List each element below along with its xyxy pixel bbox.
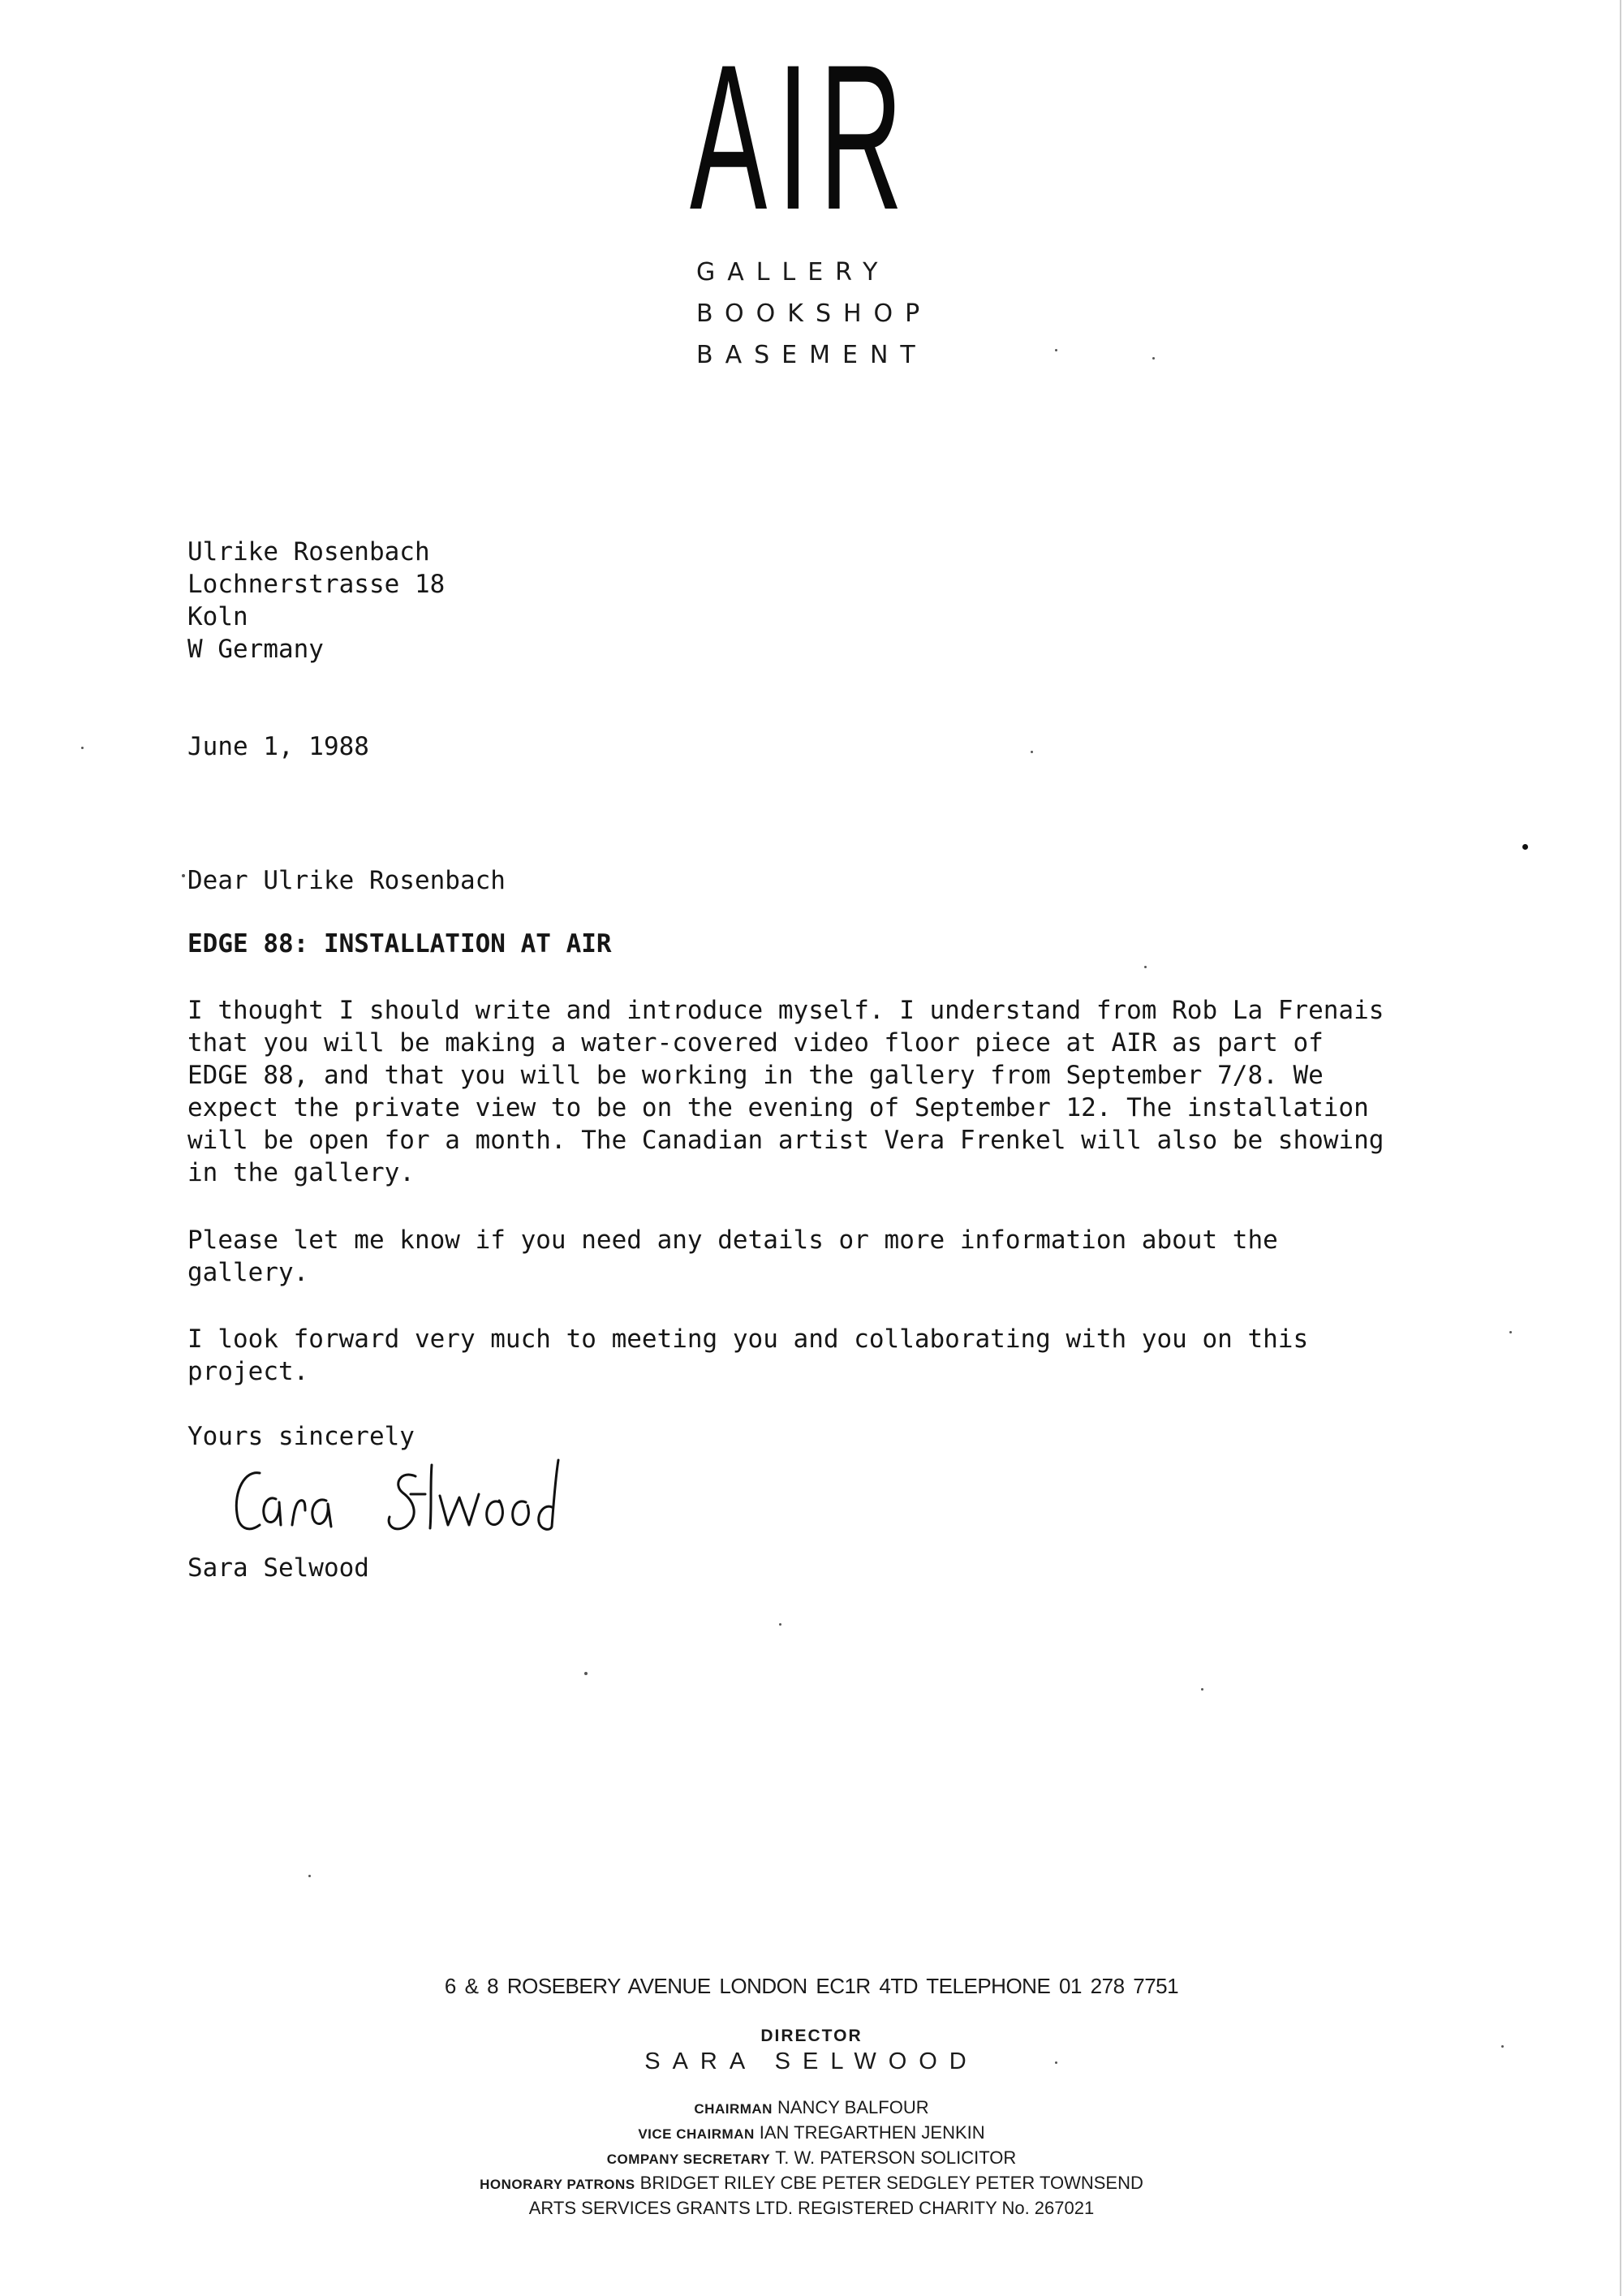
logo-wordmark: AIR <box>690 22 914 253</box>
body-line: I thought I should write and introduce myself. I understand from Rob La Frenais <box>187 996 1384 1025</box>
body-paragraph-1 <box>187 994 1453 1189</box>
scan-speck <box>1144 966 1147 968</box>
address-line: W Germany <box>187 635 324 664</box>
body-paragraph-2 <box>187 1224 1453 1289</box>
officer-role: CHAIRMAN <box>694 2101 773 2117</box>
body-line: in the gallery. <box>187 1158 415 1187</box>
scan-speck <box>308 1875 311 1877</box>
officer-role: VICE CHAIRMAN <box>638 2126 755 2142</box>
body-line: Please let me know if you need any details or more information about the <box>187 1226 1278 1255</box>
body-paragraph-3 <box>187 1323 1453 1388</box>
scan-speck <box>1152 357 1155 360</box>
handwritten-signature <box>227 1449 584 1546</box>
officer-row <box>243 2146 1380 2171</box>
director-name: SARA SELWOOD <box>644 2048 979 2074</box>
body-line: that you will be making a water-covered video floor piece at AIR as part of <box>187 1028 1324 1058</box>
scan-speck <box>1501 2045 1504 2048</box>
body-line: expect the private view to be on the evening of September 12. The installation <box>187 1093 1369 1122</box>
scan-edge <box>1620 0 1621 2296</box>
scan-speck <box>779 1623 781 1626</box>
subject-line: EDGE 88: INSTALLATION AT AIR <box>187 929 612 958</box>
body-line: I look forward very much to meeting you and collaborating with you on this <box>187 1325 1309 1354</box>
officer-name: BRIDGET RILEY CBE PETER SEDGLEY PETER TOWNSEND <box>639 2173 1143 2193</box>
officer-name: NANCY BALFOUR <box>777 2097 929 2117</box>
recipient-address <box>187 536 445 666</box>
closing: Yours sincerely <box>187 1422 415 1451</box>
scan-speck <box>1509 1331 1512 1333</box>
charity-line: ARTS SERVICES GRANTS LTD. REGISTERED CHARITY No. 267021 <box>528 2198 1095 2218</box>
body-line: gallery. <box>187 1258 309 1287</box>
officer-row <box>243 2171 1380 2196</box>
gallery-address: 6 & 8 ROSEBERY AVENUE LONDON EC1R 4TD TELEPHONE 01 278 7751 <box>444 1974 1179 1998</box>
scan-speck <box>81 747 84 749</box>
scan-speck <box>1055 2061 1057 2064</box>
scan-speck <box>1522 844 1528 850</box>
division-basement: BASEMENT <box>696 341 928 369</box>
officer-name: IAN TREGARTHEN JENKIN <box>759 2122 985 2143</box>
officer-name: T. W. PATERSON SOLICITOR <box>775 2147 1017 2168</box>
address-line: Koln <box>187 602 248 631</box>
salutation: Dear Ulrike Rosenbach <box>187 866 506 895</box>
scan-speck <box>584 1672 588 1675</box>
scan-speck <box>1031 751 1033 753</box>
scan-speck <box>1201 1688 1203 1691</box>
director-label: DIRECTOR <box>760 2027 863 2045</box>
body-line: project. <box>187 1357 309 1386</box>
letter-date: June 1, 1988 <box>187 732 369 761</box>
scan-speck <box>1055 349 1057 351</box>
letterhead-divisions <box>696 252 932 376</box>
officers-list <box>243 2096 1380 2220</box>
address-line: Lochnerstrasse 18 <box>187 570 446 599</box>
officer-row <box>243 2096 1380 2121</box>
officer-row <box>243 2121 1380 2146</box>
officer-role: HONORARY PATRONS <box>480 2177 635 2192</box>
address-line: Ulrike Rosenbach <box>187 537 430 566</box>
body-line: EDGE 88, and that you will be working in the gallery from September 7/8. We <box>187 1061 1324 1090</box>
scan-speck <box>182 874 185 877</box>
body-line: will be open for a month. The Canadian artist Vera Frenkel will also be showing <box>187 1126 1384 1155</box>
officer-role: COMPANY SECRETARY <box>606 2152 771 2167</box>
air-logo <box>690 22 933 253</box>
division-gallery: GALLERY <box>696 258 890 286</box>
division-bookshop: BOOKSHOP <box>696 299 932 328</box>
signer-name: Sara Selwood <box>187 1553 369 1583</box>
